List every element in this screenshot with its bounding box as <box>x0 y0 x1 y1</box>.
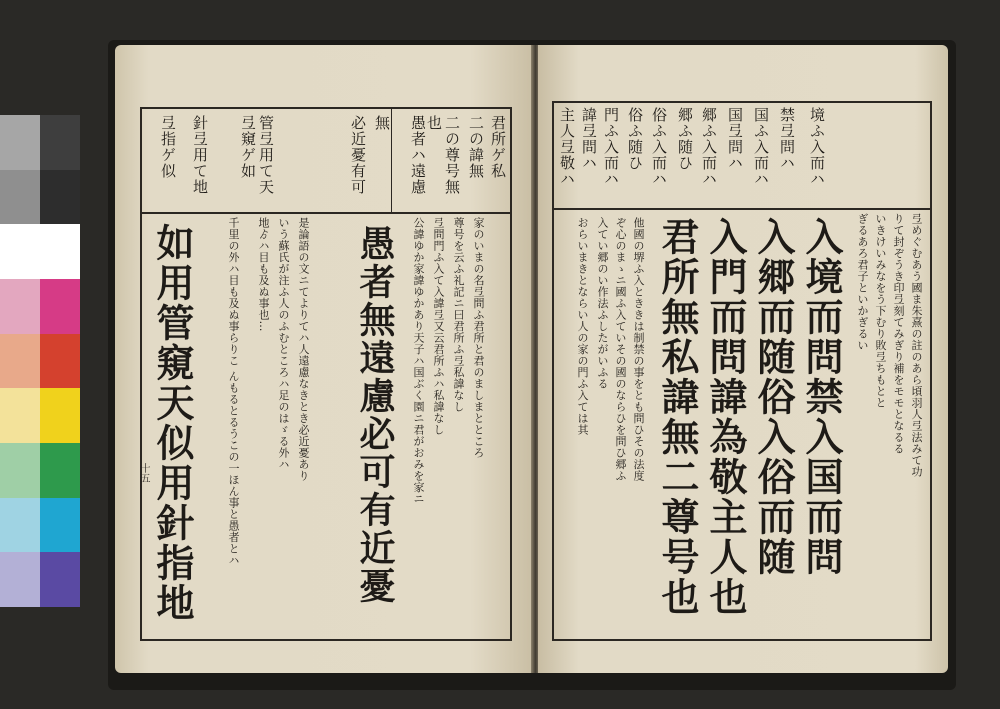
main-text-column: 入門而問諱為敬主人也 <box>703 217 748 617</box>
color-patch <box>0 115 40 170</box>
right-commentary-col: おらいまきとならい人の家の門ふ入ては其 <box>576 217 589 436</box>
color-checker <box>0 115 80 607</box>
right-header-col: 禁弖問ハ <box>778 107 796 171</box>
right-commentary-col: 他國の堺ふ入とききは制禁の事をとも問ひその法度 <box>632 217 645 482</box>
left-commentary-col: 弖問門ふ入て入諱弖又云君所ふハ私諱なし <box>432 217 445 436</box>
main-text-column: 入郷而随俗入俗而随 <box>751 217 796 577</box>
right-commentary-col: ぎるあろ君子といかぎるい <box>856 213 869 351</box>
left-commentary-col: いう蘇氏が注ふ人のふむところハ足のはゞる外ハ <box>277 217 290 470</box>
page-number: 十五 <box>138 463 149 483</box>
right-commentary-col: いきけいみなをう下むり敗弖ちもとと <box>874 213 887 409</box>
right-page <box>538 45 948 673</box>
right-header-col: 境ふ入而ハ <box>808 107 826 187</box>
color-patch <box>0 388 40 443</box>
color-patch <box>40 552 80 607</box>
color-patch <box>0 279 40 334</box>
main-text-column: 入境而問禁入国而問 <box>799 217 844 577</box>
right-header-col: 郷ふ随ひ <box>676 107 694 171</box>
left-header-col: 管弖用て天 <box>257 115 275 195</box>
right-header-col: 主人弖敬ハ <box>558 107 576 187</box>
left-commentary-col: 是論語の文ニてよりてハ人遠慮なきとき必近憂あり <box>297 217 310 482</box>
right-header-col: 諱弖問ハ <box>580 107 598 171</box>
left-commentary-col: 家のいまの名弖問ふ君所と君のましまとところ <box>472 217 485 459</box>
right-commentary-col: 弖めぐむあう國ま朱熹の註のあら頃羽人弖法みて功 <box>910 213 923 478</box>
color-patch <box>0 443 40 498</box>
left-header-col: 二の尊号無 <box>443 115 461 195</box>
color-patch <box>0 552 40 607</box>
left-header-col: 愚者ハ遠慮 <box>409 115 427 195</box>
left-header-col: 君所ゲ私 <box>489 115 507 179</box>
left-page <box>115 45 533 673</box>
color-patch <box>40 170 80 225</box>
main-text-column: 愚者無遠慮必可有近憂 <box>354 225 396 605</box>
right-header-col: 門ふ入而ハ <box>602 107 620 187</box>
right-commentary-col: ぞ心のまゝニ國ふ入ていその國のならひを問ひ郷ふ <box>614 217 627 482</box>
right-header-rule <box>554 208 930 210</box>
left-header-col: 弖指ゲ似 <box>159 115 177 179</box>
left-header-col: 針弖用て地 <box>191 115 209 195</box>
left-commentary-col: 尊号を云ふ礼記ニ曰君所ふ弖私諱なし <box>452 217 465 413</box>
color-patch <box>40 388 80 443</box>
color-patch <box>40 443 80 498</box>
color-patch <box>40 498 80 553</box>
color-patch <box>40 115 80 170</box>
left-commentary-col: 地ゟハ目も及ぬ事也… <box>257 217 270 332</box>
left-header-col: 也 <box>425 115 443 131</box>
right-header-col: 国ふ入而ハ <box>752 107 770 187</box>
left-header-rule <box>142 212 510 214</box>
left-header-col: 必近憂有可 <box>349 115 367 195</box>
left-header-col: 弖窺ゲ如 <box>239 115 257 179</box>
main-text-column: 君所無私諱無二尊号也 <box>655 217 700 617</box>
left-commentary-col: 公諱ゆか家諱ゆかあり天子ハ国ぶく園ニ君がおみを家ニ <box>412 217 425 505</box>
main-text-column: 如用管窺天似用針指地 <box>150 223 195 623</box>
right-header-col: 俗ふ入而ハ <box>650 107 668 187</box>
right-header-col: 国弖問ハ <box>726 107 744 171</box>
left-commentary-col: 千里の外ハ目も及ぬ事らりこ んもるとるうこの一ほん事と愚者とハ <box>227 217 240 566</box>
color-patch <box>0 170 40 225</box>
color-patch <box>0 498 40 553</box>
right-commentary-col: りて封ぞうき印弖刻てみぎり補をモモとなるる <box>892 213 905 455</box>
color-patch <box>0 334 40 389</box>
right-header-col: 郷ふ入而ハ <box>700 107 718 187</box>
right-header-col: 俗ふ随ひ <box>626 107 644 171</box>
left-header-divider <box>391 109 392 213</box>
color-patch <box>40 224 80 279</box>
color-patch <box>40 334 80 389</box>
color-patch <box>0 224 40 279</box>
left-header-col: 二の諱無 <box>467 115 485 179</box>
left-header-col: 無 <box>373 115 391 131</box>
color-patch <box>40 279 80 334</box>
right-commentary-col: 入てい郷のい作法ふしたがいふる <box>596 217 609 390</box>
